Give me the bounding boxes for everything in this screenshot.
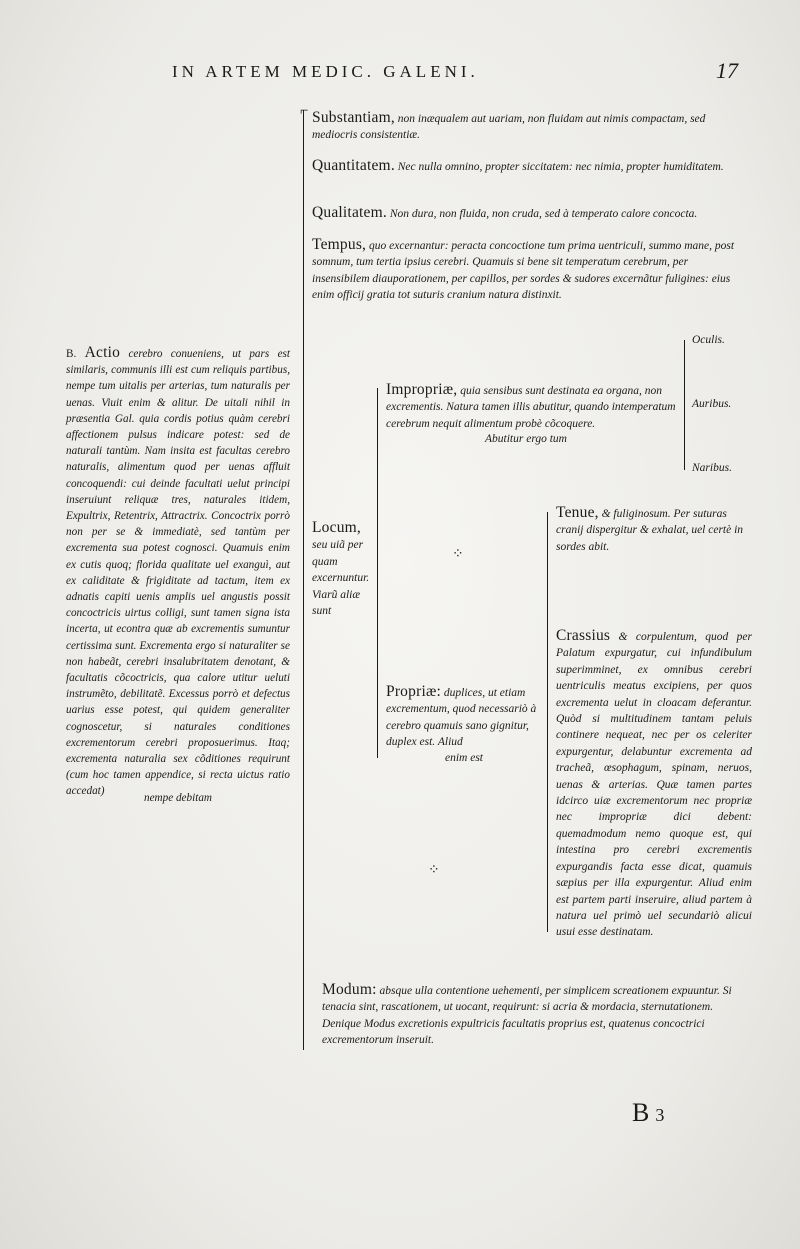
excrement-brace	[547, 512, 548, 932]
brace-hook-top: ⌐	[300, 103, 309, 119]
substantiam-text: non inæqualem aut uariam, non fluidam aut nimis compactam, sed mediocris consistentiæ.	[312, 113, 706, 142]
propriae-term: Propriæ:	[386, 683, 441, 700]
tenue-text: & fuliginosum. Per suturas cranij dispergitur & exhalat, uel certè in sordes abit.	[556, 508, 744, 553]
quantitatem-term: Quantitatem.	[312, 157, 395, 174]
tenue-entry	[556, 505, 752, 555]
locum-brace	[377, 388, 378, 758]
tempus-entry	[312, 237, 748, 304]
quantitatem-entry	[312, 158, 742, 175]
ornament-dots-upper: ⁘	[452, 547, 464, 562]
tempus-text: quo excernantur: peracta concoctione tum prima uentriculi, summo mane, post somnum, tum tertia ipsius cerebri. Quamuis si bene sit temperatum cerebrum, per insensibilem diauporationem, per capillos, per sordes & sudores excernãtur fuligines: eius enim officij gratia tot suturis cranium natura distinxit.	[312, 240, 735, 302]
locum-term: Locum,	[312, 519, 361, 536]
page-header	[0, 58, 800, 88]
impropriae-term: Impropriæ,	[386, 381, 458, 398]
organ-naribus: Naribus.	[692, 462, 732, 474]
crassius-entry	[556, 628, 752, 941]
propriae-text: duplices, ut etiam excrementum, quod necessariò à cerebro quamuis sano gignitur, duplex est. Aliud	[386, 687, 537, 749]
qualitatem-entry	[312, 205, 752, 222]
propriae-last-line: enim est	[444, 752, 483, 764]
substantiam-term: Substantiam,	[312, 109, 395, 126]
quantitatem-text: Nec nulla omnino, propter siccitatem: nec nimia, propter humiditatem.	[397, 161, 724, 173]
signature-number: 3	[655, 1105, 665, 1125]
actio-text: cerebro conueniens, ut pars est similaris, communis illi est cum reliquis partibus, nempe tum uitalis per arterias, tum naturalis per uenas. Viuit enim & alitur. De uitali nihil in præsentia Gal. quia cordis potius quàm cerebri affectionem pulsus indicare potest: sed de naturali tantùm. Nam insita est facultas cerebro naturalis, alimentum quod per uenas affluit concoquendi: cui deinde facultati uelut principi inseruiunt reliquæ tres, naturales itidem, Expultrix, Retentrix, Attractrix. Concoctrix porrò non per se & immediatè, sed tantùm per excrementa sua potest cognosci. Quamuis enim ex cutis quoq; florida qualitate uel exanguì, aut ex caliditate & frigiditate ad tactum, item ex adnatis capiti uenis amplis uel angustis possit concoctricis uirtus colligi, sunt tamen signa ista incerta, ut econtra quæ ab excrementis sumuntur certissima sunt. Excrementa ergo si naturaliter se non habeãt, cerebri insalubritatem denotant, & facultatis cõcoctricis, qua calore utitur ueluti instrumẽto, debilitatẽ. Excessus porrò et defectus uarius esse potest, qui quidem generaliter cognoscetur, si naturales conditiones excrementorum cerebri proposuerimus. Itaq; excrementa naturalia sex cõditiones requirunt (cum hoc tamen appendice, si recta uictus ratio accedat)	[66, 348, 291, 798]
signature-mark	[632, 1098, 664, 1128]
impropriae-last-line: Abutitur ergo tum	[485, 433, 567, 445]
impropriae-entry	[386, 382, 676, 432]
crassius-term: Crassius	[556, 627, 611, 644]
impropriae-text: quia sensibus sunt destinata ea organa, non excrementis. Natura tamen illis abutitur, quando intemperatum cerebrum nequit alimentum probè cõcoquere.	[386, 385, 676, 430]
organ-auribus: Auribus.	[692, 398, 732, 410]
organs-brace	[684, 340, 685, 470]
modum-term: Modum:	[322, 981, 377, 998]
tenue-term: Tenue,	[556, 504, 599, 521]
modum-entry	[322, 982, 754, 1049]
propriae-entry	[386, 684, 542, 751]
crassius-text: & corpulentum, quod per Palatum expurgatur, cui infundibulum superimminet, ex omnibus cerebri uentriculis meatus excipiens, per quos excrementa uelut in cloacam deferantur. Quòd si multitudinem tantam peluis continere nequeat, nec per os celeriter expurgentur, delabuntur excrementa ad tracheã, œsophagum, spinam, neruos, uenas & arterias. Quæ tamen partes idcirco uiæ excrementorum nec propriæ nec impropriæ dici debent: quemadmodum nemo quoque est, qui intestina pro cerebri excrementis expurgandis facta esse dicat, quamuis sæpius per illa expurgentur. Aliud enim est partem parti inseruire, aliud partem à natura uel primò uel secundariò alicui usui esse destinatam.	[556, 631, 753, 939]
organ-oculis: Oculis.	[692, 334, 725, 346]
qualitatem-term: Qualitatem.	[312, 204, 387, 221]
actio-last-line: nempe debitam	[143, 792, 213, 804]
main-brace	[303, 110, 304, 1050]
modum-text: absque ulla contentione uehementi, per simplicem screationem expuuntur. Si tenacia sint, rascationem, ut uocant, requirunt: si acria & mordacia, sternutationem. Denique Modus excretionis expultricis facultatis proprius est, quatenus concoctrici excrementorum inseruit.	[322, 985, 732, 1047]
note-marker: B.	[66, 348, 77, 360]
actio-note	[66, 345, 290, 800]
locum-text: seu uiã per quam excernuntur. Viarũ aliæ sunt	[312, 539, 370, 618]
substantiam-entry	[312, 110, 742, 144]
qualitatem-text: Non dura, non fluida, non cruda, sed à temperato calore concocta.	[389, 208, 698, 220]
tempus-term: Tempus,	[312, 236, 367, 253]
ornament-dots-lower: ⁘	[428, 863, 440, 878]
actio-term: Actio	[84, 344, 121, 361]
locum-entry	[312, 520, 376, 619]
running-title: IN ARTEM MEDIC. GALENI.	[172, 62, 479, 81]
signature-letter: B	[632, 1098, 650, 1127]
page-number: 17	[716, 58, 738, 83]
